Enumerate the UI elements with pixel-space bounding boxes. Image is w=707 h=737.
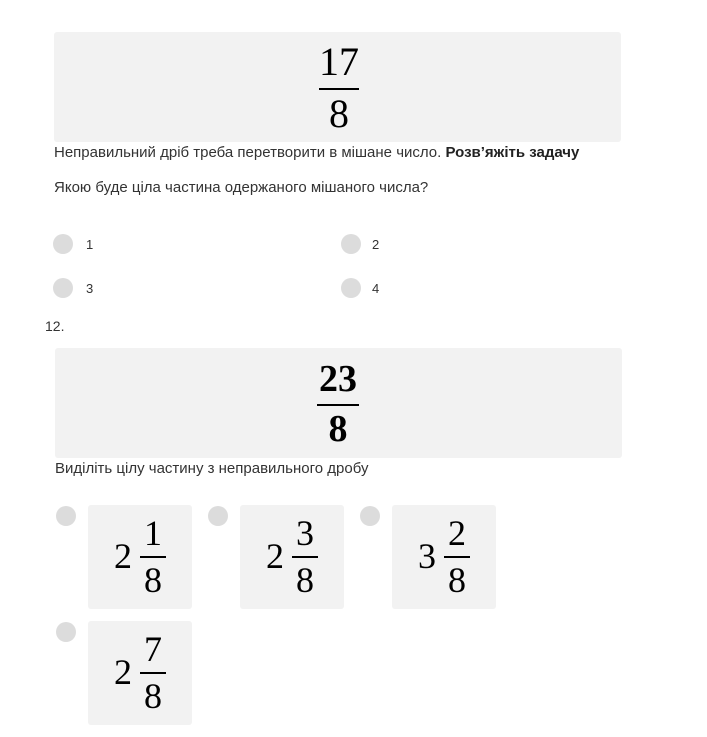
radio-choice-b[interactable] bbox=[208, 506, 228, 526]
mixed-number bbox=[392, 505, 496, 609]
mixed-numerator: 2 bbox=[448, 513, 466, 553]
choice-image-b[interactable] bbox=[240, 505, 344, 609]
mixed-numerator: 1 bbox=[144, 513, 162, 553]
mixed-fraction bbox=[140, 631, 166, 714]
mixed-fraction bbox=[292, 515, 318, 598]
question-number: 12. bbox=[45, 318, 65, 334]
option-label-4: 4 bbox=[372, 281, 380, 296]
mixed-denominator: 8 bbox=[296, 560, 314, 600]
radio-option-1[interactable] bbox=[53, 234, 73, 254]
mixed-fraction bbox=[140, 515, 166, 598]
fraction-bar bbox=[140, 556, 166, 558]
fraction-numerator: 17 bbox=[319, 39, 359, 84]
mixed-denominator: 8 bbox=[448, 560, 466, 600]
prompt-text: Неправильний дріб треба перетворити в мішане число. bbox=[54, 144, 446, 161]
mixed-number bbox=[88, 505, 192, 609]
choice-image-d[interactable] bbox=[88, 621, 192, 725]
option-label-3: 3 bbox=[86, 281, 94, 296]
fraction-bar bbox=[292, 556, 318, 558]
question-image bbox=[55, 348, 622, 458]
prompt-bold: Розв’яжіть задачу bbox=[445, 144, 580, 161]
radio-choice-d[interactable] bbox=[56, 622, 76, 642]
question-text: Якою буде ціла частина одержаного мішаного числа? bbox=[54, 179, 429, 196]
question-prompt bbox=[54, 144, 579, 161]
mixed-number bbox=[88, 621, 192, 725]
mixed-fraction bbox=[444, 515, 470, 598]
radio-choice-a[interactable] bbox=[56, 506, 76, 526]
fraction-bar bbox=[317, 404, 359, 406]
mixed-number bbox=[240, 505, 344, 609]
option-label-1: 1 bbox=[86, 237, 94, 252]
mixed-denominator: 8 bbox=[144, 560, 162, 600]
mixed-whole: 2 bbox=[266, 536, 284, 576]
option-label-2: 2 bbox=[372, 237, 380, 252]
mixed-whole: 2 bbox=[114, 652, 132, 692]
question-prompt: Виділіть цілу частину з неправильного дробу bbox=[55, 460, 369, 477]
choice-image-c[interactable] bbox=[392, 505, 496, 609]
fraction-bar bbox=[140, 672, 166, 674]
fraction-bar bbox=[444, 556, 470, 558]
fraction-numerator: 23 bbox=[319, 358, 357, 400]
radio-choice-c[interactable] bbox=[360, 506, 380, 526]
fraction-23-8 bbox=[316, 360, 360, 448]
fraction-denominator: 8 bbox=[328, 408, 348, 450]
radio-option-4[interactable] bbox=[341, 278, 361, 298]
fraction-17-8 bbox=[317, 39, 361, 136]
mixed-numerator: 3 bbox=[296, 513, 314, 553]
radio-option-3[interactable] bbox=[53, 278, 73, 298]
mixed-numerator: 7 bbox=[144, 629, 162, 669]
fraction-bar bbox=[319, 88, 359, 90]
choice-image-a[interactable] bbox=[88, 505, 192, 609]
fraction-denominator: 8 bbox=[329, 91, 349, 136]
question-image bbox=[54, 32, 621, 142]
mixed-whole: 3 bbox=[418, 536, 436, 576]
radio-option-2[interactable] bbox=[341, 234, 361, 254]
mixed-whole: 2 bbox=[114, 536, 132, 576]
mixed-denominator: 8 bbox=[144, 676, 162, 716]
